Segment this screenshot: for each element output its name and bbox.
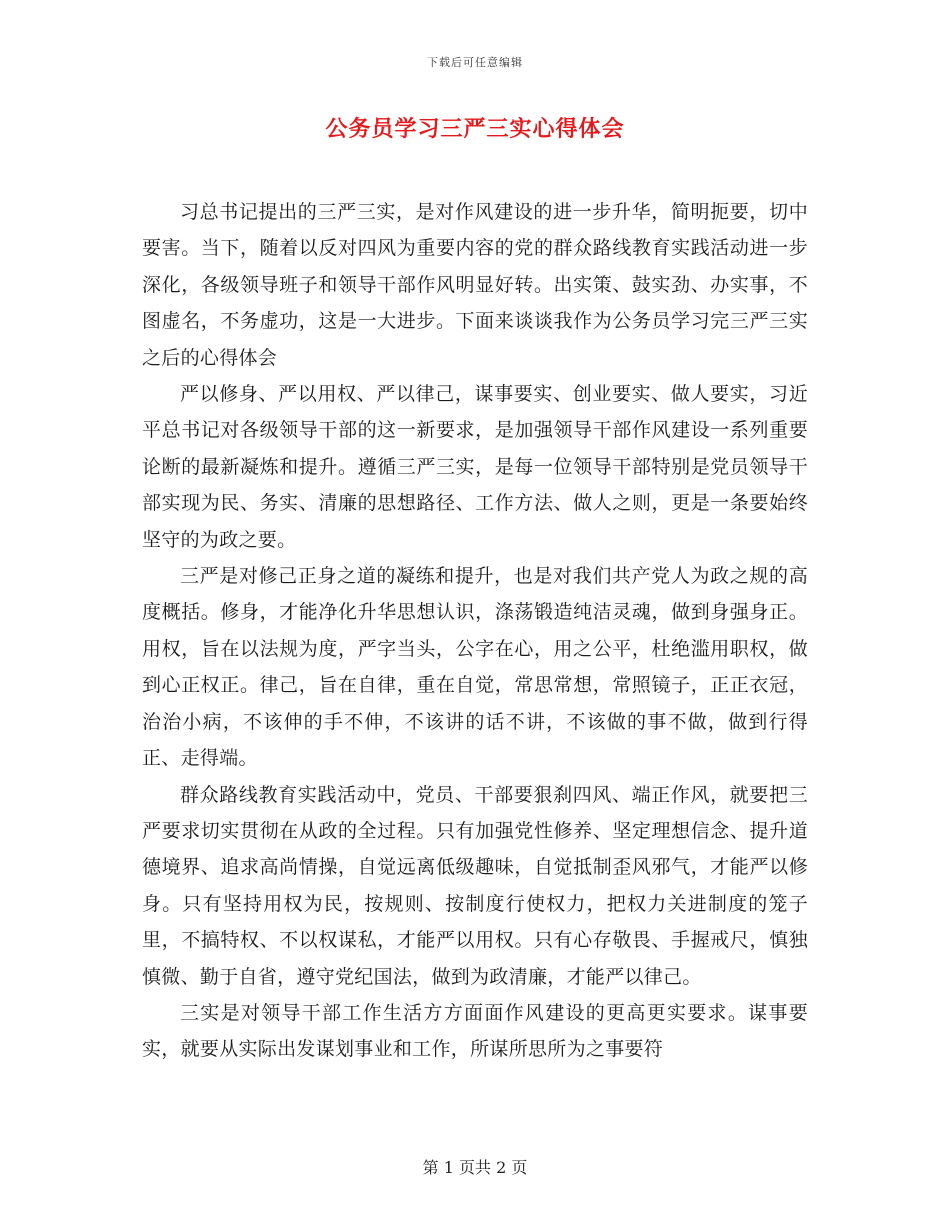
paragraph: 习总书记提出的三严三实，是对作风建设的进一步升华，简明扼要，切中要害。当下，随着以反对四风为重要内容的党的群众路线教育实践活动进一步深化，各级领导班子和领导干部作风明显好转。出实策、鼓实劲、办实事，不图虚名，不务虚功，这是一大进步。下面来谈谈我作为公务员学习完三严三实之后的心得体会 xyxy=(142,201,808,369)
paragraph: 三严是对修己正身之道的凝练和提升，也是对我们共产党人为政之规的高度概括。修身，才能净化升华思想认识，涤荡锻造纯洁灵魂，做到身强身正。用权，旨在以法规为度，严字当头，公字在心，用之公平，杜绝滥用职权，做到心正权正。律己，旨在自律，重在自觉，常思常想，常照镜子，正正衣冠，治治小病，不该伸的手不伸，不该讲的话不讲，不该做的事不做，做到行得正、走得端。 xyxy=(142,565,808,770)
document-body xyxy=(142,194,808,1068)
page-header-note: 下载后可任意编辑 xyxy=(427,56,523,69)
paragraph: 群众路线教育实践活动中，党员、干部要狠刹四风、端正作风，就要把三严要求切实贯彻在从政的全过程。只有加强党性修养、坚定理想信念、提升道德境界、追求高尚情操，自觉远离低级趣味，自觉抵制歪风邪气，才能严以修身。只有坚持用权为民，按规则、按制度行使权力，把权力关进制度的笼子里，不搞特权、不以权谋私，才能严以用权。只有心存敬畏、手握戒尺，慎独慎微、勤于自省，遵守党纪国法，做到为政清廉，才能严以律己。 xyxy=(142,783,808,988)
page-number: 第 1 页共 2 页 xyxy=(422,1158,528,1177)
paragraph: 严以修身、严以用权、严以律己，谋事要实、创业要实、做人要实，习近平总书记对各级领导干部的这一新要求，是加强领导干部作风建设一系列重要论断的最新凝炼和提升。遵循三严三实，是每一位领导干部特别是党员领导干部实现为民、务实、清廉的思想路径、工作方法、做人之则，更是一条要始终坚守的为政之要。 xyxy=(142,383,808,551)
paragraph: 三实是对领导干部工作生活方方面面作风建设的更高更实要求。谋事要实，就要从实际出发谋划事业和工作，所谋所思所为之事要符 xyxy=(142,1001,808,1061)
document-title: 公务员学习三严三实心得体会 xyxy=(325,116,625,142)
